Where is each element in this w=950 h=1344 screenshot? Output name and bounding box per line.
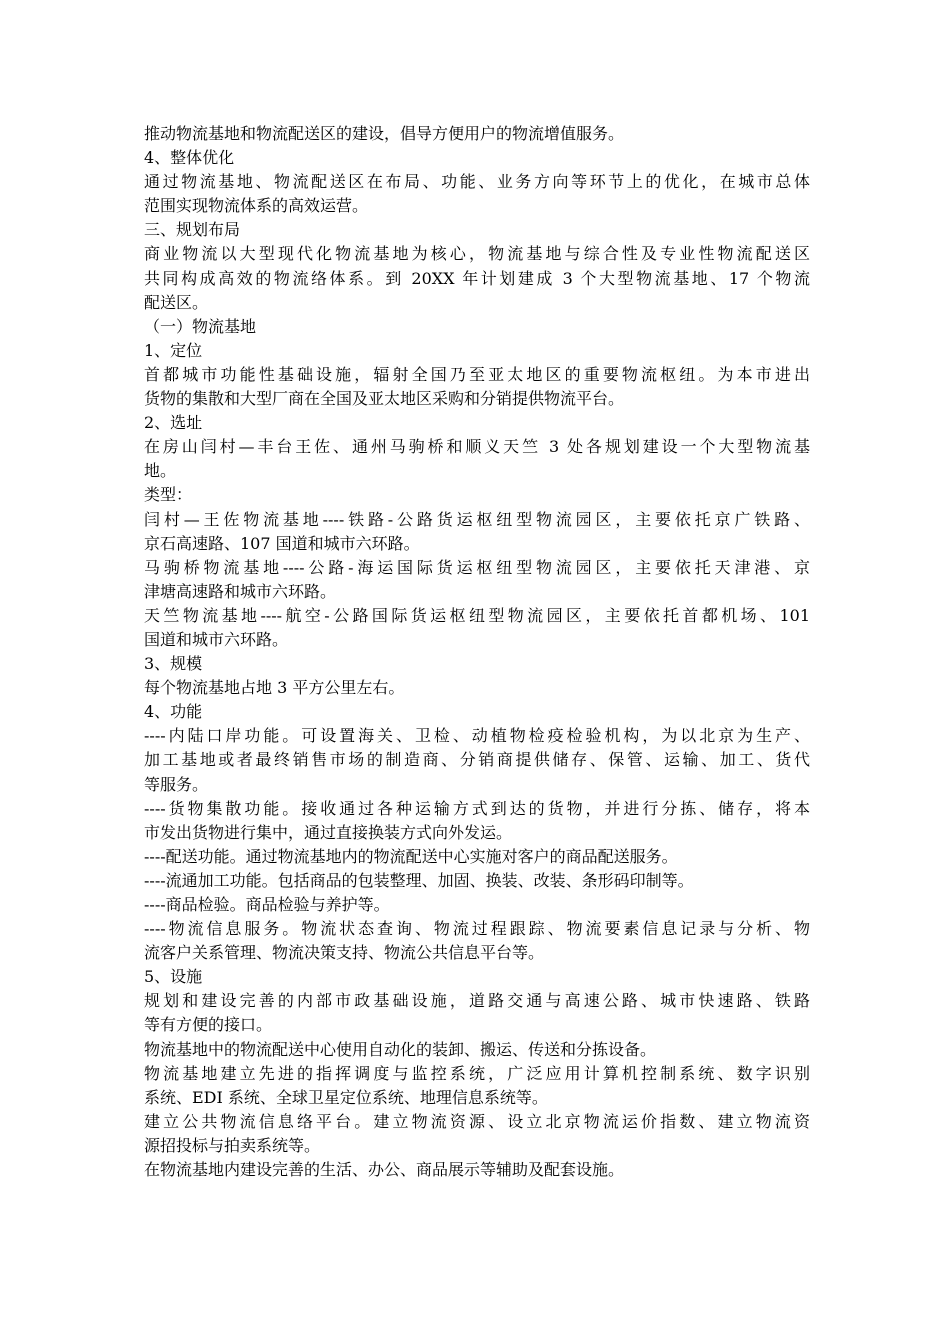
- text-line: 流客户关系管理、物流决策支持、物流公共信息平台等。: [144, 943, 545, 963]
- text-line: 4、功能: [144, 702, 203, 722]
- text-line: 首都城市功能性基础设施，辐射全国乃至亚太地区的重要物流枢纽。为本市进出: [144, 364, 810, 384]
- text-line: 津塘高速路和城市六环路。: [144, 581, 337, 601]
- text-line: 5、设施: [144, 967, 203, 987]
- text-line: 共同构成高效的物流络体系。到 20XX 年计划建成 3 个大型物流基地、17 个物流: [144, 268, 810, 288]
- document-page: [144, 122, 810, 1182]
- text-line: （一）物流基地: [144, 316, 257, 336]
- text-line: 范围实现物流体系的高效运营。: [144, 196, 369, 216]
- text-line: 国道和城市六环路。: [144, 629, 289, 649]
- text-line: 三、规划布局: [144, 220, 241, 240]
- text-line: 京石高速路、107 国道和城市六环路。: [144, 533, 420, 553]
- text-line: 在物流基地内建设完善的生活、办公、商品展示等辅助及配套设施。: [144, 1160, 625, 1180]
- text-line: ----货物集散功能。接收通过各种运输方式到达的货物，并进行分拣、储存，将本: [144, 798, 810, 818]
- text-line: 地。: [144, 461, 177, 481]
- text-line: 商业物流以大型现代化物流基地为核心，物流基地与综合性及专业性物流配送区: [144, 244, 810, 264]
- text-line: 天竺物流基地----航空-公路国际货运枢纽型物流园区，主要依托首都机场、101: [144, 605, 810, 625]
- text-line: ----配送功能。通过物流基地内的物流配送中心实施对客户的商品配送服务。: [144, 846, 678, 866]
- text-line: 每个物流基地占地 3 平方公里左右。: [144, 678, 405, 698]
- text-line: 马驹桥物流基地----公路-海运国际货运枢纽型物流园区，主要依托天津港、京: [144, 557, 810, 577]
- text-line: 物流基地建立先进的指挥调度与监控系统，广泛应用计算机控制系统、数字识别: [144, 1063, 810, 1083]
- text-line: 闫村—王佐物流基地----铁路-公路货运枢纽型物流园区，主要依托京广铁路、: [144, 509, 810, 529]
- text-line: ----内陆口岸功能。可设置海关、卫检、动植物检疫检验机构，为以北京为生产、: [144, 726, 810, 746]
- text-line: 等服务。: [144, 774, 209, 794]
- text-line: 类型：: [144, 485, 193, 505]
- text-line: 4、整体优化: [144, 148, 235, 168]
- text-line: 系统、EDI 系统、全球卫星定位系统、地理信息系统等。: [144, 1087, 548, 1107]
- text-line: 推动物流基地和物流配送区的建设，倡导方便用户的物流增值服务。: [144, 124, 625, 143]
- text-line: ----流通加工功能。包括商品的包装整理、加固、换装、改装、条形码印制等。: [144, 870, 694, 890]
- text-line: 通过物流基地、物流配送区在布局、功能、业务方向等环节上的优化，在城市总体: [144, 172, 810, 192]
- text-line: 1、定位: [144, 340, 203, 360]
- text-line: 市发出货物进行集中，通过直接换装方式向外发运。: [144, 822, 513, 842]
- text-line: 货物的集散和大型厂商在全国及亚太地区采购和分销提供物流平台。: [144, 389, 625, 409]
- text-line: 配送区。: [144, 292, 209, 312]
- text-line: 加工基地或者最终销售市场的制造商、分销商提供储存、保管、运输、加工、货代: [144, 750, 810, 770]
- text-line: 建立公共物流信息络平台。建立物流资源、设立北京物流运价指数、建立物流资: [144, 1111, 810, 1131]
- text-line: 3、规模: [144, 654, 203, 674]
- text-line: 物流基地中的物流配送中心使用自动化的装卸、搬运、传送和分拣设备。: [144, 1039, 657, 1059]
- text-line: 源招投标与拍卖系统等。: [144, 1135, 321, 1155]
- text-line: 规划和建设完善的内部市政基础设施，道路交通与高速公路、城市快速路、铁路: [144, 991, 810, 1011]
- text-line: ----商品检验。商品检验与养护等。: [144, 895, 390, 914]
- text-line: 等有方便的接口。: [144, 1015, 273, 1035]
- text-line: 在房山闫村—丰台王佐、通州马驹桥和顺义天竺 3 处各规划建设一个大型物流基: [144, 437, 810, 457]
- text-line: ----物流信息服务。物流状态查询、物流过程跟踪、物流要素信息记录与分析、物: [144, 919, 810, 939]
- text-line: 2、选址: [144, 413, 203, 433]
